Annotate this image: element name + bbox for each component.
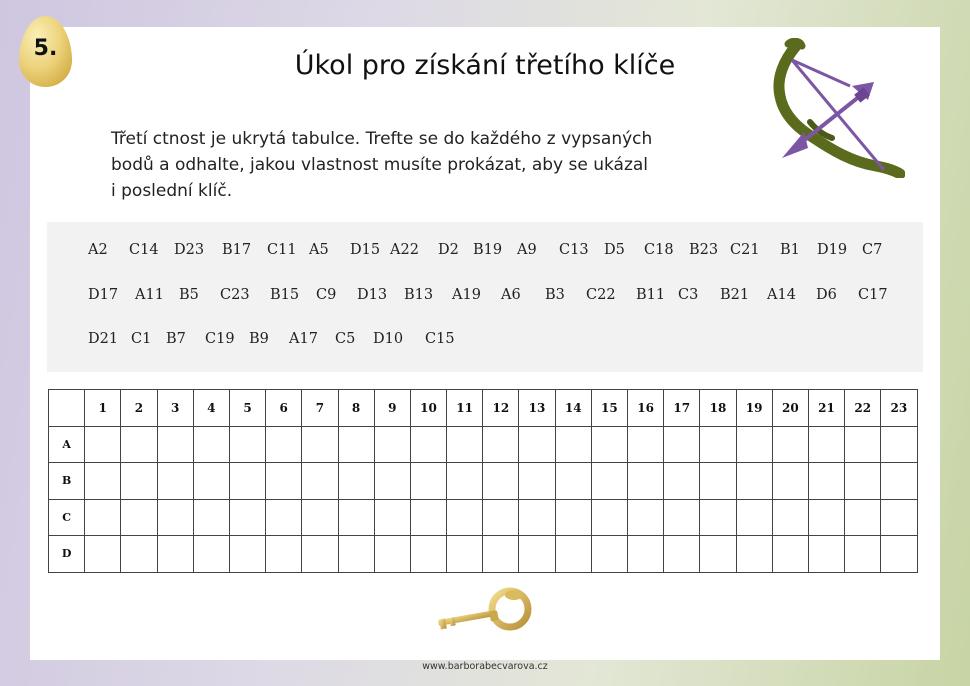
- row-header: C: [49, 499, 85, 536]
- grid-row: [49, 426, 918, 463]
- grid-cell[interactable]: [591, 499, 627, 536]
- grid-cell[interactable]: [845, 536, 881, 573]
- grid-cell[interactable]: [374, 536, 410, 573]
- coordinate-code: C19: [205, 331, 235, 347]
- column-header: 4: [193, 390, 229, 427]
- coordinate-code: C14: [129, 242, 159, 258]
- bow-and-arrow-icon: [770, 38, 905, 178]
- key-icon: [432, 585, 538, 637]
- coordinate-code: C17: [858, 287, 888, 303]
- grid-cell[interactable]: [229, 499, 265, 536]
- coordinate-code: B1: [780, 242, 800, 258]
- column-header: 8: [338, 390, 374, 427]
- column-header: 20: [772, 390, 808, 427]
- coordinate-code: B19: [473, 242, 503, 258]
- grid-cell[interactable]: [266, 426, 302, 463]
- grid-cell[interactable]: [664, 499, 700, 536]
- column-header: 5: [229, 390, 265, 427]
- coordinate-code: A9: [517, 242, 537, 258]
- grid-cell[interactable]: [121, 499, 157, 536]
- instructions-line: bodů a odhalte, jakou vlastnost musíte prokázat, aby se ukázal: [111, 155, 649, 175]
- grid-cell[interactable]: [302, 499, 338, 536]
- coordinate-code: D13: [357, 287, 388, 303]
- grid-cell[interactable]: [700, 463, 736, 500]
- grid-cell[interactable]: [410, 426, 446, 463]
- row-header: B: [49, 463, 85, 500]
- coordinate-code: B9: [249, 331, 269, 347]
- coordinate-code: A17: [289, 331, 318, 347]
- column-header: 23: [881, 390, 917, 427]
- grid-cell[interactable]: [374, 463, 410, 500]
- grid-cell[interactable]: [483, 426, 519, 463]
- grid-cell[interactable]: [374, 426, 410, 463]
- column-header: 6: [266, 390, 302, 427]
- coordinate-code: C21: [730, 242, 760, 258]
- grid-cell[interactable]: [808, 426, 844, 463]
- coordinate-code: A6: [501, 287, 521, 303]
- grid-cell[interactable]: [374, 499, 410, 536]
- column-header: 14: [555, 390, 591, 427]
- coordinate-code: D23: [174, 242, 205, 258]
- coordinate-code: C22: [586, 287, 616, 303]
- row-header: D: [49, 536, 85, 573]
- coordinate-code: D6: [816, 287, 837, 303]
- instructions-line: Třetí ctnost je ukrytá tabulce. Trefte se do každého z vypsaných: [111, 129, 653, 149]
- coordinate-code: B23: [689, 242, 719, 258]
- column-header: 3: [157, 390, 193, 427]
- grid-cell[interactable]: [302, 536, 338, 573]
- grid-cell[interactable]: [772, 536, 808, 573]
- row-header: A: [49, 426, 85, 463]
- coordinate-code: C11: [267, 242, 297, 258]
- grid-cell[interactable]: [483, 499, 519, 536]
- coordinate-code: A5: [309, 242, 329, 258]
- grid-cell[interactable]: [736, 463, 772, 500]
- grid-cell[interactable]: [157, 536, 193, 573]
- coordinate-code: C9: [316, 287, 337, 303]
- coordinate-code: D2: [438, 242, 459, 258]
- grid-cell[interactable]: [447, 499, 483, 536]
- coordinate-code: C23: [220, 287, 250, 303]
- grid-cell[interactable]: [410, 499, 446, 536]
- coordinate-code: A22: [390, 242, 419, 258]
- column-header: 22: [845, 390, 881, 427]
- grid-cell[interactable]: [193, 536, 229, 573]
- page-title: Úkol pro získání třetího klíče: [294, 50, 676, 81]
- coordinate-code: D15: [350, 242, 381, 258]
- grid-cell[interactable]: [447, 536, 483, 573]
- grid-cell[interactable]: [447, 426, 483, 463]
- coordinate-code: B17: [222, 242, 252, 258]
- grid-corner-cell: [49, 390, 85, 427]
- column-header: 1: [85, 390, 121, 427]
- grid-cell[interactable]: [555, 536, 591, 573]
- grid-cell[interactable]: [519, 463, 555, 500]
- grid-cell[interactable]: [736, 426, 772, 463]
- grid-cell[interactable]: [736, 499, 772, 536]
- coordinate-code: C1: [131, 331, 152, 347]
- grid-cell[interactable]: [881, 426, 917, 463]
- grid-cell[interactable]: [591, 426, 627, 463]
- grid-cell[interactable]: [157, 426, 193, 463]
- grid-cell[interactable]: [555, 426, 591, 463]
- grid-cell[interactable]: [591, 463, 627, 500]
- grid-cell[interactable]: [700, 536, 736, 573]
- grid-cell[interactable]: [772, 499, 808, 536]
- grid-cell[interactable]: [338, 463, 374, 500]
- grid-cell[interactable]: [483, 536, 519, 573]
- grid-row: [49, 536, 918, 573]
- column-header: 19: [736, 390, 772, 427]
- coordinate-code: D21: [88, 331, 119, 347]
- column-header: 9: [374, 390, 410, 427]
- grid-cell[interactable]: [881, 499, 917, 536]
- grid-cell[interactable]: [808, 536, 844, 573]
- coordinate-code: B3: [545, 287, 565, 303]
- column-header: 12: [483, 390, 519, 427]
- grid-cell[interactable]: [881, 536, 917, 573]
- grid-cell[interactable]: [338, 499, 374, 536]
- task-number: 5.: [33, 36, 58, 61]
- coordinate-code: A11: [135, 287, 164, 303]
- coordinate-code: B7: [166, 331, 186, 347]
- grid-cell[interactable]: [447, 463, 483, 500]
- grid-cell[interactable]: [121, 426, 157, 463]
- grid-cell[interactable]: [628, 536, 664, 573]
- grid-cell[interactable]: [302, 426, 338, 463]
- grid-cell[interactable]: [772, 463, 808, 500]
- grid-cell[interactable]: [302, 463, 338, 500]
- grid-cell[interactable]: [628, 499, 664, 536]
- coordinate-code: C13: [559, 242, 589, 258]
- column-header: 7: [302, 390, 338, 427]
- column-header: 15: [591, 390, 627, 427]
- column-header: 16: [628, 390, 664, 427]
- grid-cell[interactable]: [519, 426, 555, 463]
- grid-cell[interactable]: [229, 463, 265, 500]
- coordinate-code: C5: [335, 331, 356, 347]
- task-number-badge: [18, 14, 73, 88]
- grid-cell[interactable]: [555, 499, 591, 536]
- coordinate-code: B5: [179, 287, 199, 303]
- grid-cell[interactable]: [266, 536, 302, 573]
- grid-cell[interactable]: [628, 463, 664, 500]
- coordinate-code: C3: [678, 287, 699, 303]
- website-footer: www.barborabecvarova.cz: [422, 661, 548, 672]
- grid-cell[interactable]: [808, 499, 844, 536]
- grid-cell[interactable]: [700, 426, 736, 463]
- grid-cell[interactable]: [483, 463, 519, 500]
- coordinate-code: A19: [452, 287, 481, 303]
- column-header: 13: [519, 390, 555, 427]
- column-header: 10: [410, 390, 446, 427]
- grid-cell[interactable]: [628, 426, 664, 463]
- instructions-line: i poslední klíč.: [111, 181, 233, 201]
- coordinate-code: C18: [644, 242, 674, 258]
- grid-cell[interactable]: [519, 499, 555, 536]
- grid-cell[interactable]: [736, 536, 772, 573]
- grid-cell[interactable]: [85, 426, 121, 463]
- grid-cell[interactable]: [881, 463, 917, 500]
- column-header: 18: [700, 390, 736, 427]
- grid-cell[interactable]: [700, 499, 736, 536]
- column-header: 11: [447, 390, 483, 427]
- grid-cell[interactable]: [85, 463, 121, 500]
- grid-cell[interactable]: [845, 463, 881, 500]
- grid-cell[interactable]: [519, 536, 555, 573]
- grid-cell[interactable]: [121, 463, 157, 500]
- grid-cell[interactable]: [157, 463, 193, 500]
- coordinate-code: A14: [767, 287, 796, 303]
- grid-cell[interactable]: [193, 499, 229, 536]
- grid-cell[interactable]: [555, 463, 591, 500]
- grid-cell[interactable]: [229, 426, 265, 463]
- grid-cell[interactable]: [664, 426, 700, 463]
- grid-cell[interactable]: [85, 536, 121, 573]
- grid-cell[interactable]: [85, 499, 121, 536]
- coordinate-code: D19: [817, 242, 848, 258]
- coordinate-code: D5: [604, 242, 625, 258]
- coordinate-code: B13: [404, 287, 434, 303]
- grid-cell[interactable]: [808, 463, 844, 500]
- grid-cell[interactable]: [338, 536, 374, 573]
- grid-cell[interactable]: [229, 536, 265, 573]
- grid-row: [49, 463, 918, 500]
- grid-cell[interactable]: [266, 463, 302, 500]
- coordinate-code: B11: [636, 287, 666, 303]
- coordinate-grid: [48, 389, 918, 573]
- grid-cell[interactable]: [845, 499, 881, 536]
- coordinate-code: C7: [862, 242, 883, 258]
- grid-cell[interactable]: [338, 426, 374, 463]
- coordinate-code: C15: [425, 331, 455, 347]
- grid-cell[interactable]: [664, 463, 700, 500]
- coordinate-code: A2: [88, 242, 108, 258]
- grid-cell[interactable]: [772, 426, 808, 463]
- grid-cell[interactable]: [193, 463, 229, 500]
- instructions-text: [111, 126, 711, 204]
- coordinate-code: B15: [270, 287, 300, 303]
- coordinate-code: B21: [720, 287, 750, 303]
- column-header: 17: [664, 390, 700, 427]
- grid-cell[interactable]: [193, 426, 229, 463]
- coordinate-code: D17: [88, 287, 119, 303]
- coordinate-code: D10: [373, 331, 404, 347]
- grid-cell[interactable]: [845, 426, 881, 463]
- grid-cell[interactable]: [157, 499, 193, 536]
- grid-cell[interactable]: [410, 463, 446, 500]
- grid-cell[interactable]: [121, 536, 157, 573]
- grid-header-row: [49, 390, 918, 427]
- grid-cell[interactable]: [664, 536, 700, 573]
- grid-row: [49, 499, 918, 536]
- grid-cell[interactable]: [410, 536, 446, 573]
- grid-cell[interactable]: [591, 536, 627, 573]
- column-header: 21: [808, 390, 844, 427]
- column-header: 2: [121, 390, 157, 427]
- grid-cell[interactable]: [266, 499, 302, 536]
